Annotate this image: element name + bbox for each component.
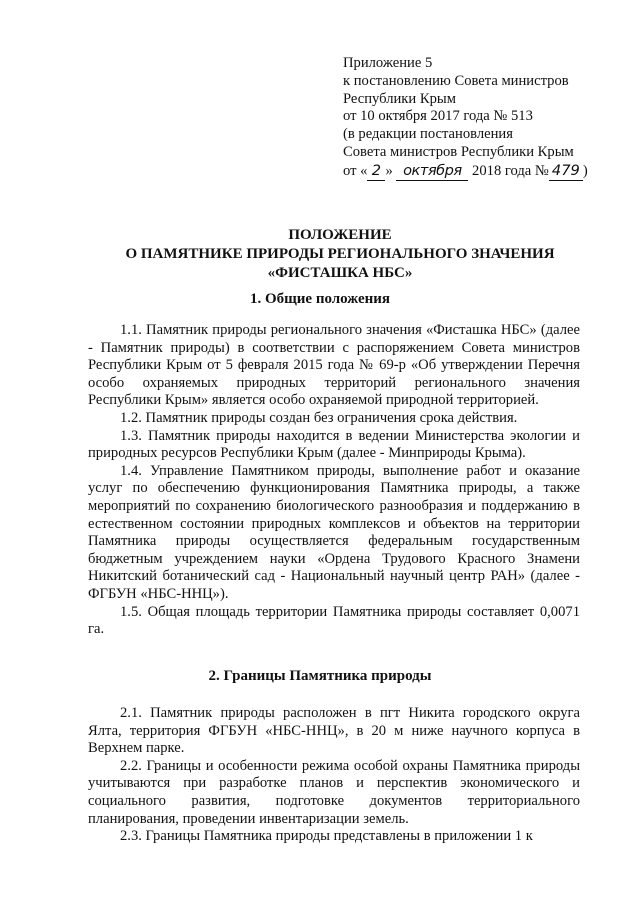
title-line: О ПАМЯТНИКЕ ПРИРОДЫ РЕГИОНАЛЬНОГО ЗНАЧЕНИЯ [125, 246, 555, 262]
title-line: ПОЛОЖЕНИЕ [288, 227, 392, 243]
appendix-line: Совета министров Республики Крым [343, 143, 574, 160]
handwritten-month: октября [396, 162, 468, 181]
section-heading-general: 1. Общие положения [249, 291, 391, 307]
handwritten-number: 479 [549, 162, 583, 181]
date-separator: » [385, 162, 393, 179]
date-suffix: ) [582, 162, 588, 179]
date-year: 2018 года № [472, 162, 549, 179]
date-prefix: от « [343, 162, 368, 179]
paragraph: 1.3. Памятник природы находится в ведении Министерства экологии и природных ресурсов Республики Крым (далее - Минприроды Крыма). [88, 427, 580, 462]
paragraph: 1.1. Памятник природы регионального значения «Фисташка НБС» (далее - Памятник природы) в соответствии с распоряжением Совета министров Республики Крым от 5 февраля 2015 года № 69-р «Об утверждении Перечня особо охраняемых природных территорий регионального значения Республики Крым» является особо охраняемой природной территорией. [88, 322, 580, 409]
handwritten-day: 2 [367, 162, 385, 181]
appendix-line: (в редакции постановления [343, 126, 513, 143]
section-body-general [88, 322, 580, 639]
appendix-date-line [343, 162, 603, 181]
section-heading-boundaries: 2. Границы Памятника природы [208, 668, 432, 684]
paragraph: 1.4. Управление Памятником природы, выполнение работ и оказание услуг по обеспечению функционирования Памятника природы, а также мероприятий по сохранению биологического разнообразия и поддержанию в естественном состоянии природных комплексов и объектов на территории Памятника природы осуществляется федеральным государственным бюджетным учреждением науки «Ордена Трудового Красного Знамени Никитский ботанический сад - Национальный научный центр РАН» (далее - ФГБУН «НБС-ННЦ»). [88, 462, 580, 602]
paragraph: 1.2. Памятник природы создан без ограничения срока действия. [120, 409, 518, 426]
section-body-boundaries [88, 705, 580, 846]
appendix-line: Республики Крым [343, 90, 456, 107]
appendix-header [343, 55, 603, 181]
paragraph: 2.1. Памятник природы расположен в пгт Никита городского округа Ялта, территория ФГБУН «НБС-ННЦ», в 20 м ниже научного корпуса в Верхнем парке. [88, 705, 580, 757]
appendix-line: от 10 октября 2017 года № 513 [343, 108, 533, 125]
title-line: «ФИСТАШКА НБС» [267, 265, 413, 281]
paragraph: 1.5. Общая площадь территории Памятника природы составляет 0,0071 га. [88, 603, 580, 638]
paragraph: 2.2. Границы и особенности режима особой охраны Памятника природы учитываются при разработке планов и перспектив экономического и социального развития, подготовке документов территориального планирования, проведении инвентаризации земель. [88, 757, 580, 827]
appendix-line: Приложение 5 [343, 55, 433, 71]
appendix-line: к постановлению Совета министров [343, 72, 569, 89]
document-title [60, 226, 620, 283]
paragraph: 2.3. Границы Памятника природы представлены в приложении 1 к [120, 828, 533, 845]
